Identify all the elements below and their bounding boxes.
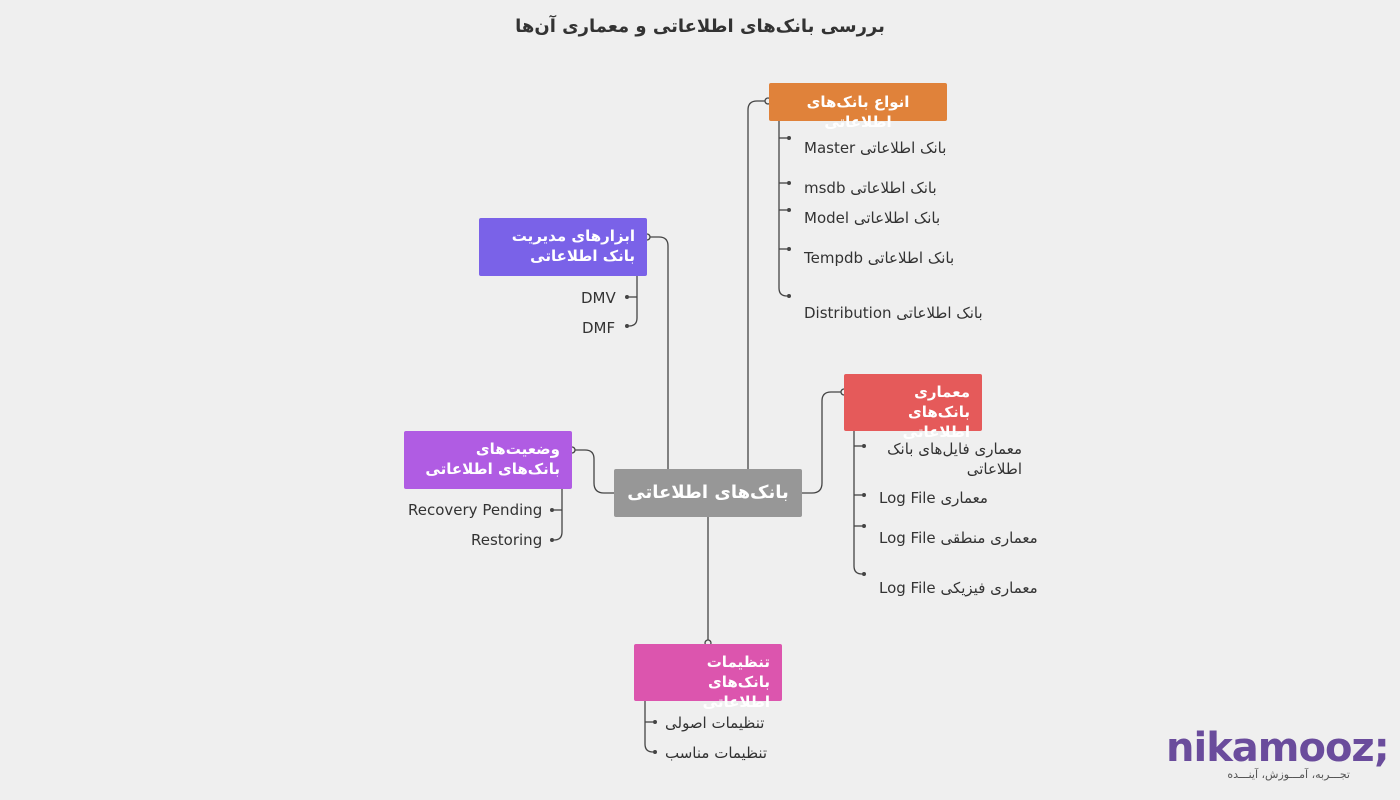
leaf-bracket-architecture [854,431,862,574]
leaf-msdb: بانک اطلاعاتی msdb [804,179,937,197]
leaf-bracket-settings [645,701,653,752]
leaf-basic-settings: تنظیمات اصولی [665,714,765,732]
leaf-dmv: DMV [581,289,616,307]
branch-node-states[interactable] [404,431,572,489]
branch-label-settings: تنظیمات بانک‌های اطلاعاتی [702,653,770,711]
branch-label-types: انواع بانک‌های اطلاعاتی [806,93,910,131]
branch-node-architecture[interactable] [844,374,982,441]
nikamooz-logo [1166,725,1389,781]
branch-node-settings[interactable] [634,644,782,711]
logo-wordmark: nikamooz; [1166,725,1389,771]
central-topic-node[interactable]: بانک‌های اطلاعاتی [614,469,802,517]
leaf-restoring: Restoring [471,531,543,549]
leaf-dmf: DMF [582,319,616,337]
branch-node-types[interactable] [769,83,947,131]
leaf-distribution: بانک اطلاعاتی Distribution [804,304,983,322]
branch-label-architecture: معماری بانک‌های اطلاعاتی [902,383,970,441]
leaf-file-architecture: معماری فایل‌های بانک اطلاعاتی [887,440,1022,478]
leaf-logfile-architecture: معماری Log File [879,489,988,507]
leaf-tempdb: بانک اطلاعاتی Tempdb [804,249,955,267]
logo-tagline: تجـــربه، آمـــوزش، آینـــده [1227,768,1350,781]
connector-types [748,101,768,469]
diagram-title: بررسی بانک‌های اطلاعاتی و معماری آن‌ها [515,16,885,37]
connector-states [572,450,614,493]
branch-label-tools: ابزارهای مدیریت بانک اطلاعاتی [511,227,635,265]
leaf-master: بانک اطلاعاتی Master [804,139,947,157]
connector-tools [647,237,668,469]
branch-label-states: وضعیت‌های بانک‌های اطلاعاتی [425,440,560,478]
leaf-model: بانک اطلاعاتی Model [804,209,941,227]
branch-node-tools[interactable] [479,218,647,276]
leaf-bracket-states [554,489,562,540]
leaf-physical-logfile: معماری فیزیکی Log File [879,579,1038,597]
leaf-logical-logfile: معماری منطقی Log File [879,529,1038,547]
leaf-bracket-tools [629,276,637,326]
leaf-proper-settings: تنظیمات مناسب [665,744,768,762]
leaf-bracket-types [779,121,787,296]
leaf-recovery-pending: Recovery Pending [408,501,543,519]
connector-architecture [802,392,844,493]
